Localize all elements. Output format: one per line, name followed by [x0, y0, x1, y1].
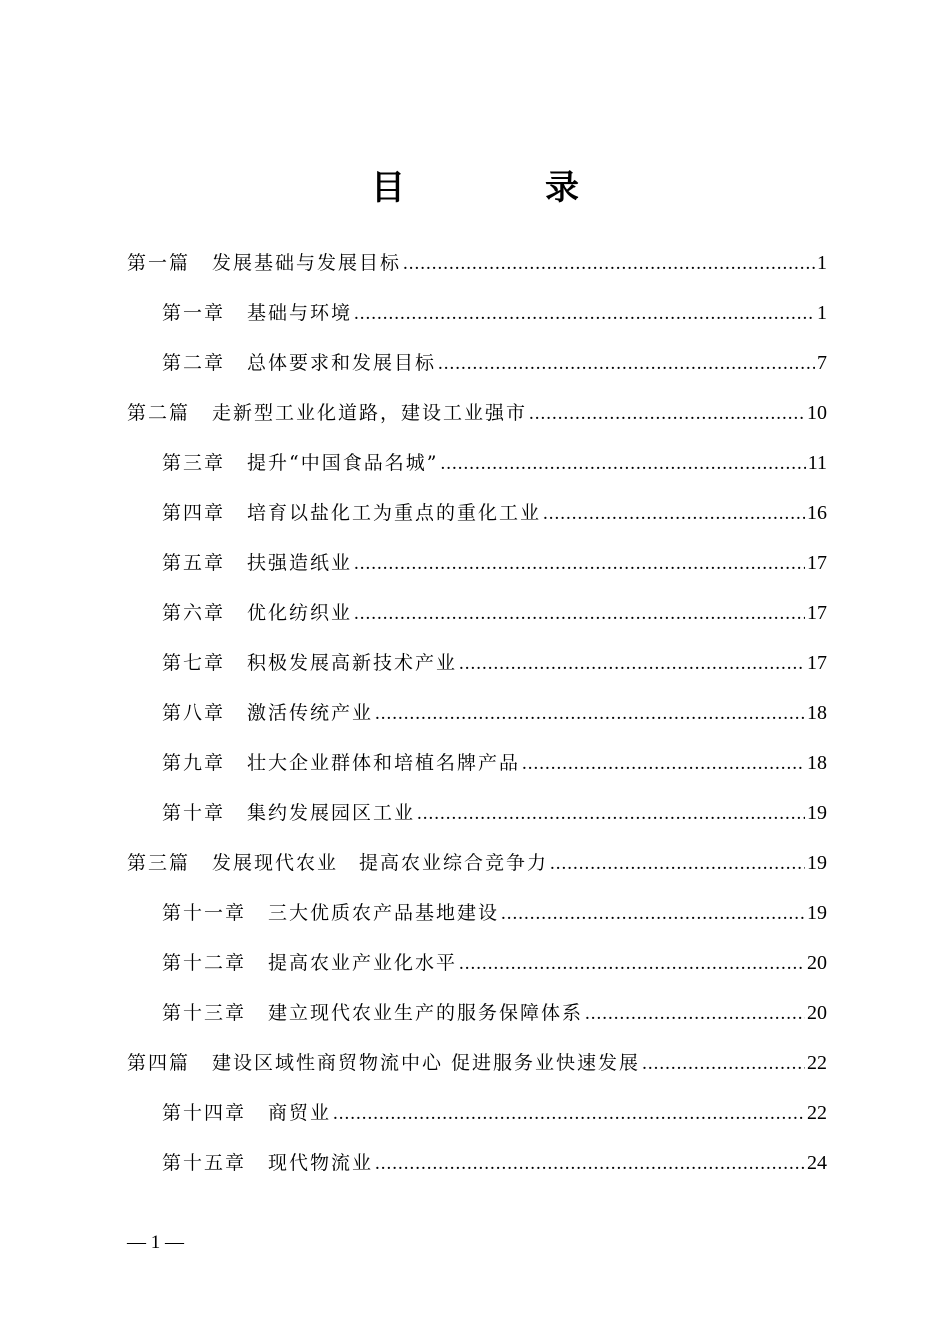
- toc-dot-leader: [550, 838, 805, 889]
- toc-page-number: 1: [817, 302, 827, 324]
- toc-entry-title: 基础与环境: [247, 302, 353, 324]
- toc-chapter-entry[interactable]: [127, 338, 827, 388]
- page-title: [0, 160, 950, 209]
- toc-entry-label: [162, 888, 499, 938]
- toc-dot-leader: [543, 488, 805, 539]
- toc-entry-title: 提高农业产业化水平: [268, 952, 458, 974]
- toc-page-number: 17: [807, 552, 827, 574]
- toc-part-entry[interactable]: [127, 388, 827, 438]
- toc-entry-label: [127, 388, 527, 438]
- toc-dot-leader: [459, 938, 805, 989]
- toc-page-number: 20: [807, 952, 827, 974]
- toc-entry-label: [127, 1038, 640, 1088]
- title-char-2: 录: [545, 168, 579, 208]
- toc-entry-title: 建设区域性商贸物流中心 促进服务业快速发展: [212, 1052, 641, 1074]
- toc-entry-number: 第十五章: [162, 1152, 247, 1174]
- toc-dot-leader: [522, 738, 805, 789]
- toc-entry-title: 商贸业: [268, 1102, 332, 1124]
- toc-entry-label: [162, 438, 438, 488]
- toc-chapter-entry[interactable]: [127, 1088, 827, 1138]
- toc-chapter-entry[interactable]: [127, 688, 827, 738]
- toc-entry-label: [162, 988, 583, 1038]
- toc-entry-number: 第二章: [162, 352, 226, 374]
- toc-entry-title: 积极发展高新技术产业: [247, 652, 458, 674]
- toc-dot-leader: [529, 388, 805, 439]
- toc-chapter-entry[interactable]: [127, 988, 827, 1038]
- toc-chapter-entry[interactable]: [127, 638, 827, 688]
- toc-entry-title: 发展现代农业 提高农业综合竞争力: [212, 852, 549, 874]
- toc-dot-leader: [459, 638, 805, 689]
- toc-part-entry[interactable]: [127, 238, 827, 288]
- toc-dot-leader: [375, 688, 805, 739]
- toc-entry-title: 现代物流业: [268, 1152, 374, 1174]
- toc-entry-title: 集约发展园区工业: [247, 802, 416, 824]
- toc-entry-label: [127, 238, 401, 288]
- toc-entry-title: 提升“中国食品名城”: [247, 452, 439, 474]
- toc-page-number: 19: [807, 902, 827, 924]
- toc-entry-number: 第十一章: [162, 902, 247, 924]
- toc-chapter-entry[interactable]: [127, 538, 827, 588]
- toc-entry-title: 扶强造纸业: [247, 552, 353, 574]
- toc-page-number: 1: [817, 252, 827, 274]
- toc-entry-label: [162, 738, 520, 788]
- toc-entry-label: [162, 488, 541, 538]
- toc-entry-title: 发展基础与发展目标: [212, 252, 402, 274]
- toc-page-number: 16: [807, 502, 827, 524]
- toc-entry-number: 第三篇: [127, 852, 191, 874]
- toc-dot-leader: [501, 888, 805, 939]
- toc-entry-number: 第十四章: [162, 1102, 247, 1124]
- toc-entry-label: [162, 288, 352, 338]
- toc-chapter-entry[interactable]: [127, 738, 827, 788]
- page-number-footer: — 1 —: [127, 1232, 184, 1253]
- toc-entry-number: 第四篇: [127, 1052, 191, 1074]
- toc-page-number: 11: [807, 452, 827, 474]
- toc-entry-number: 第三章: [162, 452, 226, 474]
- toc-dot-leader: [354, 588, 805, 639]
- toc-entry-label: [127, 838, 548, 888]
- toc-entry-number: 第九章: [162, 752, 226, 774]
- toc-entry-label: [162, 1138, 373, 1188]
- toc-entry-title: 总体要求和发展目标: [247, 352, 437, 374]
- toc-entry-number: 第十二章: [162, 952, 247, 974]
- toc-page-number: 18: [807, 752, 827, 774]
- toc-entry-label: [162, 338, 436, 388]
- toc-chapter-entry[interactable]: [127, 288, 827, 338]
- toc-dot-leader: [354, 538, 805, 589]
- toc-entry-number: 第二篇: [127, 402, 191, 424]
- toc-dot-leader: [585, 988, 805, 1039]
- toc-page-number: 22: [807, 1052, 827, 1074]
- toc-dot-leader: [438, 338, 815, 389]
- toc-entry-title: 三大优质农产品基地建设: [268, 902, 500, 924]
- toc-dot-leader: [417, 788, 805, 839]
- toc-entry-number: 第一章: [162, 302, 226, 324]
- toc-entry-label: [162, 588, 352, 638]
- toc-page-number: 7: [817, 352, 827, 374]
- toc-entry-number: 第十章: [162, 802, 226, 824]
- toc-chapter-entry[interactable]: [127, 588, 827, 638]
- toc-entry-label: [162, 938, 457, 988]
- toc-dot-leader: [354, 288, 815, 339]
- toc-entry-title: 培育以盐化工为重点的重化工业: [247, 502, 542, 524]
- title-char-1: 目: [371, 168, 405, 208]
- toc-entry-title: 壮大企业群体和培植名牌产品: [247, 752, 521, 774]
- toc-page-number: 24: [807, 1152, 827, 1174]
- toc-chapter-entry[interactable]: [127, 888, 827, 938]
- toc-dot-leader: [333, 1088, 805, 1139]
- toc-entry-title: 激活传统产业: [247, 702, 374, 724]
- toc-entry-label: [162, 788, 415, 838]
- toc-entry-label: [162, 688, 373, 738]
- toc-chapter-entry[interactable]: [127, 788, 827, 838]
- toc-dot-leader: [403, 238, 815, 289]
- toc-dot-leader: [440, 438, 805, 489]
- toc-entry-number: 第六章: [162, 602, 226, 624]
- toc-page-number: 20: [807, 1002, 827, 1024]
- toc-page-number: 19: [807, 852, 827, 874]
- toc-chapter-entry[interactable]: [127, 1138, 827, 1188]
- toc-page-number: 17: [807, 602, 827, 624]
- toc-part-entry[interactable]: [127, 1038, 827, 1088]
- toc-entry-label: [162, 1088, 331, 1138]
- toc-entry-number: 第四章: [162, 502, 226, 524]
- toc-entry-number: 第七章: [162, 652, 226, 674]
- table-of-contents: [127, 238, 827, 1188]
- toc-entry-title: 走新型工业化道路，建设工业强市: [212, 402, 528, 424]
- toc-page-number: 19: [807, 802, 827, 824]
- toc-part-entry[interactable]: [127, 838, 827, 888]
- toc-page-number: 17: [807, 652, 827, 674]
- toc-dot-leader: [375, 1138, 805, 1189]
- toc-entry-label: [162, 638, 457, 688]
- toc-entry-title: 优化纺织业: [247, 602, 353, 624]
- toc-entry-number: 第一篇: [127, 252, 191, 274]
- toc-entry-number: 第十三章: [162, 1002, 247, 1024]
- toc-chapter-entry[interactable]: [127, 938, 827, 988]
- toc-entry-title: 建立现代农业生产的服务保障体系: [268, 1002, 584, 1024]
- toc-page-number: 22: [807, 1102, 827, 1124]
- toc-page-number: 18: [807, 702, 827, 724]
- toc-page-number: 10: [807, 402, 827, 424]
- toc-entry-label: [162, 538, 352, 588]
- toc-entry-number: 第五章: [162, 552, 226, 574]
- toc-entry-number: 第八章: [162, 702, 226, 724]
- toc-chapter-entry[interactable]: [127, 438, 827, 488]
- toc-dot-leader: [642, 1038, 805, 1089]
- toc-chapter-entry[interactable]: [127, 488, 827, 538]
